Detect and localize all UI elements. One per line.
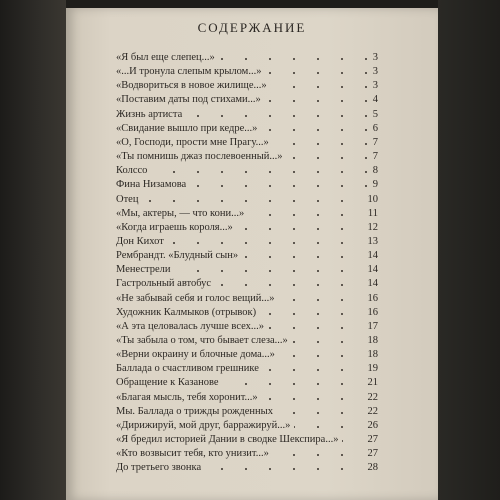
toc-leader-dots — [219, 52, 368, 66]
toc-entry — [66, 264, 438, 278]
toc-entry-page: 19 — [367, 363, 378, 375]
toc-entry-page: 7 — [372, 136, 378, 148]
toc-leader-dots — [175, 264, 362, 278]
toc-entry — [66, 321, 438, 335]
toc-entry — [66, 94, 438, 108]
toc-entry — [66, 377, 438, 391]
toc-leader-dots — [242, 250, 362, 264]
toc-leader-dots — [273, 448, 362, 462]
toc-entry-title: «Мы, актеры, — что кони...» — [116, 207, 245, 219]
toc-entry-title: «Благая мысль, тебя хоронит...» — [116, 391, 258, 403]
toc-entry-page: 27 — [367, 434, 378, 446]
toc-entry-title: «Дирижируй, мой друг, барражируй...» — [116, 419, 291, 431]
toc-leader-dots — [168, 236, 362, 250]
toc-entry-page: 21 — [367, 377, 378, 389]
toc-entry-page: 28 — [367, 462, 378, 474]
toc-entry — [66, 66, 438, 80]
toc-entry-page: 9 — [372, 179, 378, 191]
toc-leader-dots — [292, 335, 362, 349]
toc-leader-dots — [277, 406, 362, 420]
toc-entry-page: 5 — [372, 108, 378, 120]
toc-entry-page: 8 — [372, 165, 378, 177]
toc-entry-title: До третьего звонка — [116, 462, 202, 474]
toc-entry-page: 27 — [367, 448, 378, 460]
toc-leader-dots — [190, 179, 368, 193]
toc-entry-title: «Не забывай себя и голос вещий...» — [116, 292, 275, 304]
toc-leader-dots — [263, 363, 362, 377]
toc-entry-page: 26 — [367, 419, 378, 431]
toc-entry — [66, 179, 438, 193]
toc-entry-page: 18 — [367, 349, 378, 361]
toc-entry-title: «О, Господи, прости мне Прагу...» — [116, 136, 269, 148]
toc-entry-page: 16 — [367, 292, 378, 304]
toc-entry-page: 22 — [367, 391, 378, 403]
toc-entry-title: «Я бредил историей Дании в сводке Шекспира...» — [116, 434, 339, 446]
toc-leader-dots — [260, 307, 362, 321]
toc-entry — [66, 137, 438, 151]
toc-entry — [66, 250, 438, 264]
toc-entry-page: 14 — [367, 264, 378, 276]
toc-leader-dots — [205, 462, 362, 476]
toc-leader-dots — [262, 392, 362, 406]
toc-leader-dots — [186, 109, 368, 123]
toc-entry-title: «Водвориться в новое жилище...» — [116, 80, 267, 92]
toc-leader-dots — [248, 208, 362, 222]
toc-entry — [66, 434, 438, 448]
toc-entry — [66, 293, 438, 307]
toc-entry-page: 10 — [367, 193, 378, 205]
book-spine-edge — [0, 0, 66, 500]
toc-entry-title: «А эта целовалась лучше всех...» — [116, 320, 265, 332]
background-right — [438, 0, 500, 500]
toc-entry — [66, 123, 438, 137]
toc-entry — [66, 278, 438, 292]
toc-entry — [66, 462, 438, 476]
toc-entry — [66, 194, 438, 208]
toc-entry — [66, 363, 438, 377]
toc-entry-title: «Когда играешь короля...» — [116, 221, 233, 233]
book-page — [66, 8, 438, 500]
toc-entry — [66, 335, 438, 349]
toc-entry-title: «Ты забыла о том, что бывает слеза...» — [116, 335, 288, 346]
toc-entry-page: 14 — [367, 250, 378, 262]
toc-leader-dots — [265, 66, 368, 80]
toc-entry — [66, 448, 438, 462]
toc-leader-dots — [268, 321, 362, 335]
toc-entry — [66, 109, 438, 123]
toc-entry — [66, 392, 438, 406]
toc-entry-title: Жизнь артиста — [116, 108, 183, 120]
toc-entry — [66, 52, 438, 66]
toc-leader-dots — [142, 194, 362, 208]
toc-entry-title: «...И тронула слепым крылом...» — [116, 66, 262, 78]
toc-entry — [66, 349, 438, 363]
toc-entry-page: 12 — [367, 221, 378, 233]
toc-entry-page: 13 — [367, 235, 378, 247]
toc-entry — [66, 151, 438, 165]
toc-leader-dots — [223, 377, 362, 391]
toc-entry-title: Обращение к Казанове — [116, 377, 219, 389]
table-of-contents — [66, 48, 438, 478]
toc-entry-title: Менестрели — [116, 264, 171, 276]
toc-entry — [66, 307, 438, 321]
toc-leader-dots — [294, 420, 362, 434]
toc-entry-page: 11 — [367, 207, 378, 219]
toc-entry-page: 3 — [372, 52, 378, 63]
toc-entry — [66, 208, 438, 222]
toc-entry — [66, 165, 438, 179]
toc-entry-title: Мы. Баллада о трижды рожденных — [116, 405, 273, 417]
toc-entry-page: 4 — [372, 94, 378, 106]
toc-entry-title: Баллада о счастливом грешнике — [116, 363, 259, 375]
toc-entry-page: 14 — [367, 278, 378, 290]
toc-entry-title: «Свидание вышло при кедре...» — [116, 122, 258, 134]
toc-entry-page: 7 — [372, 151, 378, 163]
toc-entry-title: Фина Низамова — [116, 179, 187, 191]
toc-leader-dots — [265, 94, 368, 108]
page-title: СОДЕРЖАНИЕ — [197, 20, 307, 35]
toc-entry-title: «Я был еще слепец...» — [116, 52, 215, 63]
toc-entry-title: «Верни окраину и блочные дома...» — [116, 349, 275, 361]
toc-entry-title: «Кто возвысит тебя, кто унизит...» — [116, 448, 269, 460]
toc-entry-page: 18 — [367, 335, 378, 346]
toc-entry-title: Рембрандт. «Блудный сын» — [116, 250, 239, 262]
toc-entry-page: 22 — [367, 405, 378, 417]
toc-entry — [66, 406, 438, 420]
toc-leader-dots — [151, 165, 368, 179]
toc-leader-dots — [279, 349, 362, 363]
toc-entry-title: «Поставим даты под стихами...» — [116, 94, 261, 106]
toc-entry-title: Гастрольный автобус — [116, 278, 212, 290]
toc-entry-page: 16 — [367, 306, 378, 318]
toc-entry — [66, 222, 438, 236]
toc-entry-page: 3 — [372, 80, 378, 92]
toc-entry — [66, 236, 438, 250]
toc-entry-title: Отец — [116, 193, 139, 205]
toc-entry — [66, 420, 438, 434]
toc-leader-dots — [237, 222, 362, 236]
toc-entry-title: Дон Кихот — [116, 235, 164, 247]
toc-entry-page: 3 — [372, 66, 378, 78]
toc-leader-dots — [278, 293, 362, 307]
toc-leader-dots — [215, 278, 362, 292]
toc-leader-dots — [261, 123, 368, 137]
toc-entry-title: Колссо — [116, 165, 148, 177]
toc-entry-title: «Ты помнишь джаз послевоенный...» — [116, 151, 283, 163]
toc-entry-page: 6 — [372, 122, 378, 134]
toc-entry-page: 17 — [367, 320, 378, 332]
toc-entry — [66, 80, 438, 94]
toc-entry-title: Художник Калмыков (отрывок) — [116, 306, 257, 318]
